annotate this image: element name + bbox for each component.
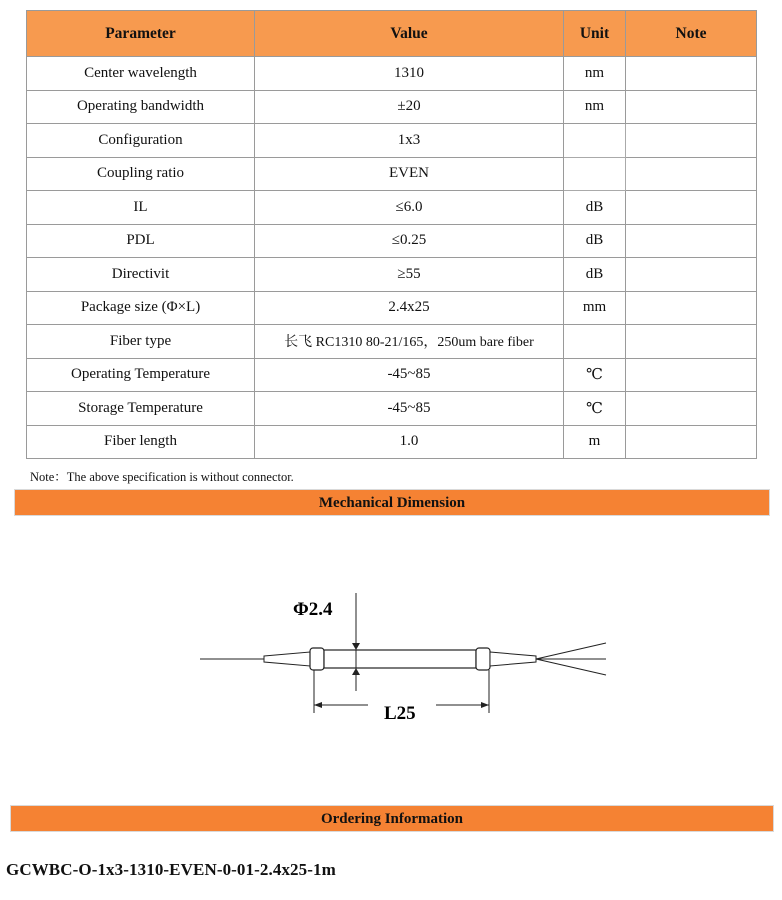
cell-value: ≤6.0	[255, 191, 564, 225]
cell-unit: nm	[564, 90, 626, 124]
cell-unit: m	[564, 425, 626, 459]
table-row	[27, 392, 757, 426]
table-row	[27, 191, 757, 225]
cell-parameter: PDL	[27, 224, 255, 258]
cell-note	[626, 425, 757, 459]
right-boot	[490, 652, 536, 666]
table-header-row	[27, 11, 757, 57]
cell-note	[626, 392, 757, 426]
cell-note	[626, 325, 757, 359]
header-parameter: Parameter	[27, 11, 255, 57]
table-row	[27, 157, 757, 191]
table-row	[27, 291, 757, 325]
part-number: GCWBC-O-1x3-1310-EVEN-0-01-2.4x25-1m	[6, 860, 336, 879]
cell-parameter: Fiber length	[27, 425, 255, 459]
length-label: L25	[384, 703, 416, 724]
cell-unit: dB	[564, 191, 626, 225]
cell-parameter: Operating Temperature	[27, 358, 255, 392]
cell-value: ±20	[255, 90, 564, 124]
cell-parameter: Coupling ratio	[27, 157, 255, 191]
cell-note	[626, 57, 757, 91]
left-boot	[264, 652, 310, 666]
cell-parameter: Directivit	[27, 258, 255, 292]
cell-value: EVEN	[255, 157, 564, 191]
cell-note	[626, 191, 757, 225]
cell-value: ≤0.25	[255, 224, 564, 258]
cell-value: ≥55	[255, 258, 564, 292]
table-row	[27, 124, 757, 158]
diameter-arrow-top	[352, 643, 360, 650]
cell-parameter: Operating bandwidth	[27, 90, 255, 124]
mechanical-drawing	[190, 585, 620, 735]
cell-unit: mm	[564, 291, 626, 325]
cell-parameter: Configuration	[27, 124, 255, 158]
cell-value: 2.4x25	[255, 291, 564, 325]
cell-note	[626, 258, 757, 292]
table-row	[27, 57, 757, 91]
cell-unit: nm	[564, 57, 626, 91]
cell-unit: ℃	[564, 392, 626, 426]
header-note: Note	[626, 11, 757, 57]
cell-unit	[564, 325, 626, 359]
output-fiber-3	[536, 659, 606, 675]
diameter-arrow-bottom	[352, 668, 360, 675]
table-row	[27, 224, 757, 258]
cell-note	[626, 224, 757, 258]
cell-unit	[564, 124, 626, 158]
cell-value: 长飞 RC1310 80-21/165，250um bare fiber	[255, 325, 564, 359]
table-row	[27, 325, 757, 359]
ordering-information-heading: Ordering Information	[10, 805, 774, 832]
coupler-tube	[324, 650, 476, 668]
cell-parameter: Fiber type	[27, 325, 255, 359]
cell-parameter: Storage Temperature	[27, 392, 255, 426]
cell-value: 1310	[255, 57, 564, 91]
cell-unit: dB	[564, 224, 626, 258]
cell-note	[626, 90, 757, 124]
cell-unit: dB	[564, 258, 626, 292]
cell-parameter: Package size (Φ×L)	[27, 291, 255, 325]
cell-unit: ℃	[564, 358, 626, 392]
cell-note	[626, 124, 757, 158]
output-fiber-1	[536, 643, 606, 659]
specification-note: Note：The above specification is without connector.	[30, 470, 294, 484]
length-arrow-right	[481, 702, 489, 708]
header-unit: Unit	[564, 11, 626, 57]
right-cap	[476, 648, 490, 670]
cell-parameter: IL	[27, 191, 255, 225]
header-value: Value	[255, 11, 564, 57]
table-row	[27, 425, 757, 459]
cell-value: 1x3	[255, 124, 564, 158]
left-cap	[310, 648, 324, 670]
length-arrow-left	[314, 702, 322, 708]
cell-unit	[564, 157, 626, 191]
cell-parameter: Center wavelength	[27, 57, 255, 91]
cell-value: 1.0	[255, 425, 564, 459]
cell-note	[626, 157, 757, 191]
cell-value: -45~85	[255, 358, 564, 392]
cell-note	[626, 358, 757, 392]
mechanical-dimension-heading: Mechanical Dimension	[14, 489, 770, 516]
diameter-label: Φ2.4	[293, 599, 333, 620]
cell-note	[626, 291, 757, 325]
spec-table	[26, 10, 757, 459]
table-row	[27, 258, 757, 292]
table-row	[27, 90, 757, 124]
table-row	[27, 358, 757, 392]
cell-value: -45~85	[255, 392, 564, 426]
